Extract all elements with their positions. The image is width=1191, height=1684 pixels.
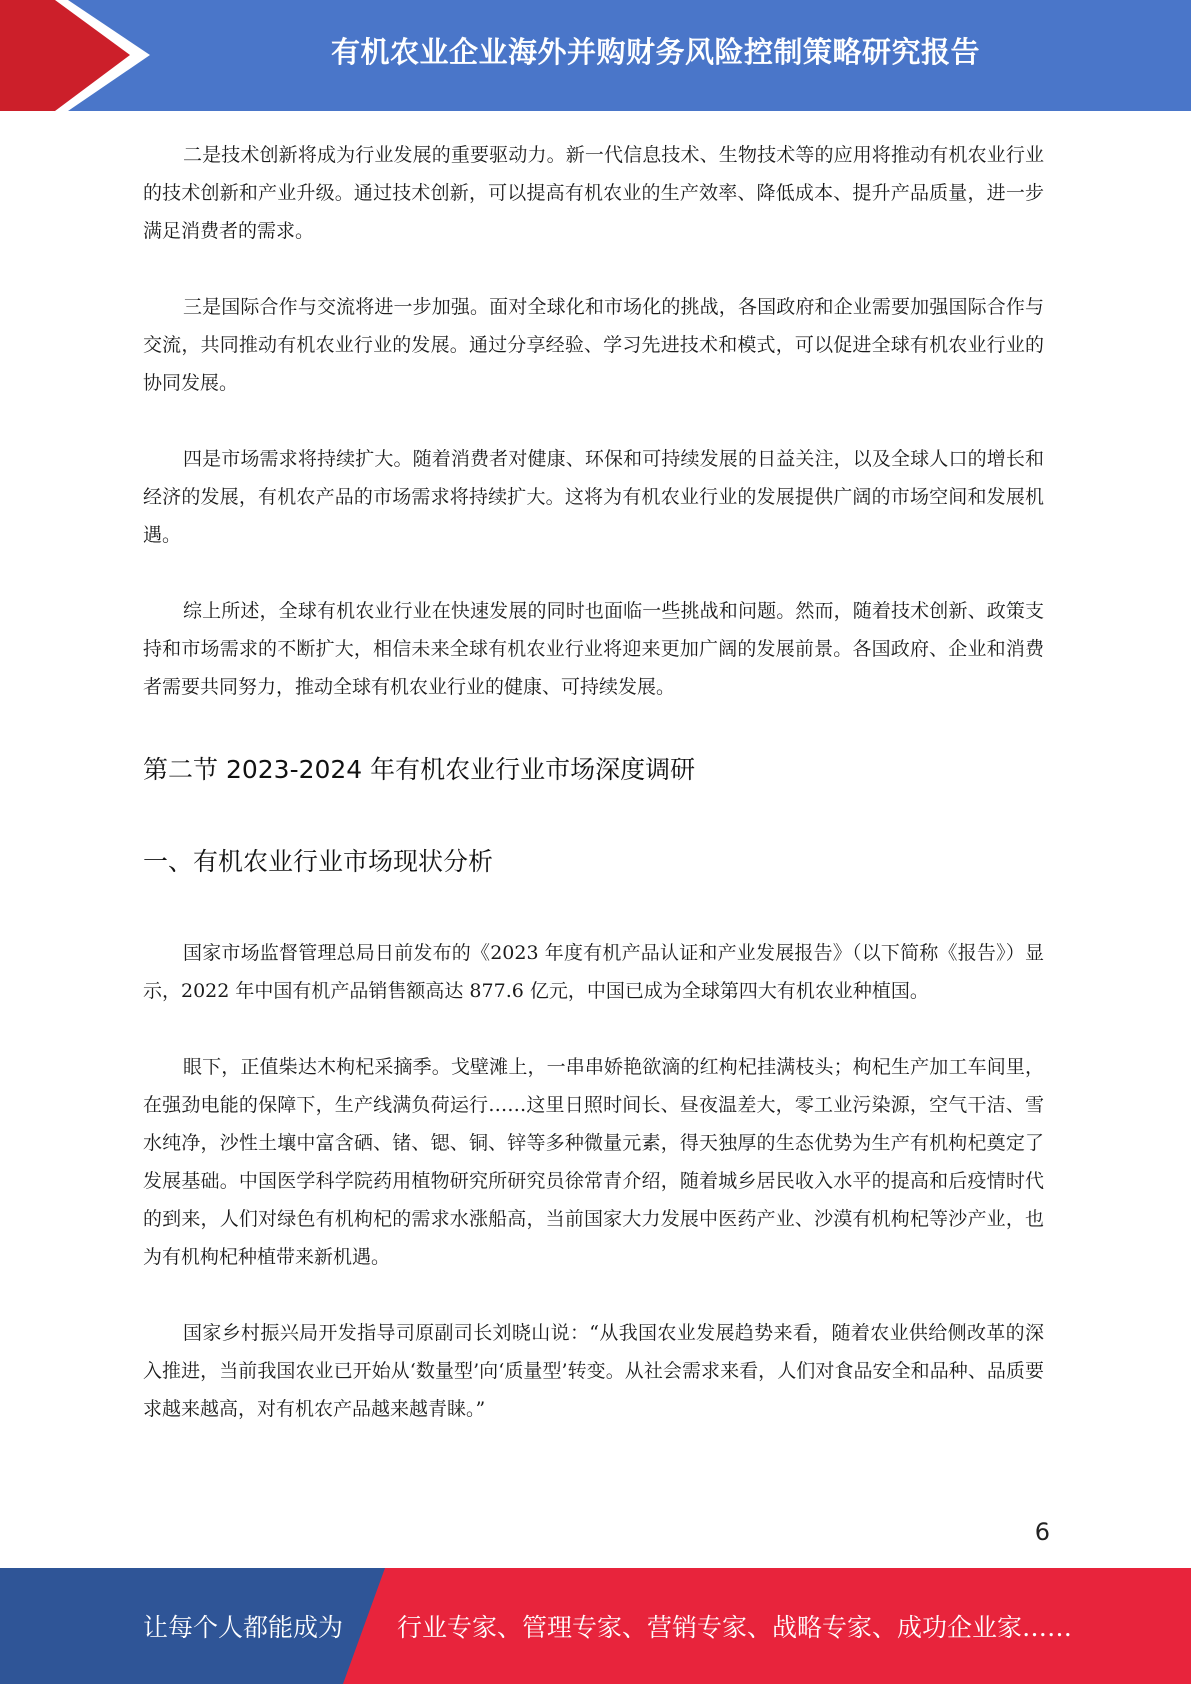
page-number: 6 [1034,1518,1050,1546]
page-header [0,0,1191,111]
paragraph: 国家乡村振兴局开发指导司原副司长刘晓山说：“从我国农业发展趋势来看，随着农业供给侧改革的深入推进，当前我国农业已开始从‘数量型’向‘质量型’转变。从社会需求来看，人们对食品安全和品种、品质要求越来越高，对有机农产品越来越青睐。” [143,1322,1044,1420]
paragraph: 三是国际合作与交流将进一步加强。面对全球化和市场化的挑战，各国政府和企业需要加强国际合作与交流，共同推动有机农业行业的发展。通过分享经验、学习先进技术和模式，可以促进全球有机农业行业的协同发展。 [143,296,1044,394]
paragraph: 眼下，正值柴达木枸杞采摘季。戈壁滩上，一串串娇艳欲滴的红枸杞挂满枝头；枸杞生产加工车间里，在强劲电能的保障下，生产线满负荷运行……这里日照时间长、昼夜温差大，零工业污染源，空气干洁、雪水纯净，沙性土壤中富含硒、锗、锶、铜、锌等多种微量元素，得天独厚的生态优势为生产有机枸杞奠定了发展基础。中国医学科学院药用植物研究所研究员徐常青介绍，随着城乡居民收入水平的提高和后疫情时代的到来，人们对绿色有机枸杞的需求水涨船高，当前国家大力发展中医药产业、沙漠有机枸杞等沙产业，也为有机枸杞种植带来新机遇。 [143,1056,1044,1268]
paragraph: 国家市场监督管理总局日前发布的《2023 年度有机产品认证和产业发展报告》（以下简称《报告》）显示，2022 年中国有机产品销售额高达 877.6 亿元，中国已成为全球第四大有机农业种植国。 [143,942,1044,1002]
paragraph: 二是技术创新将成为行业发展的重要驱动力。新一代信息技术、生物技术等的应用将推动有机农业行业的技术创新和产业升级。通过技术创新，可以提高有机农业的生产效率、降低成本、提升产品质量，进一步满足消费者的需求。 [143,144,1044,242]
footer-slogan-left: 让每个人都能成为 [143,1613,344,1642]
subsection-heading: 一、有机农业行业市场现状分析 [143,847,494,876]
footer-slogan-right: 行业专家、管理专家、营销专家、战略专家、成功企业家…… [397,1613,1073,1642]
section-heading: 第二节 2023-2024 年有机农业行业市场深度调研 [143,755,696,784]
page-footer [0,1568,1191,1684]
report-title: 有机农业企业海外并购财务风险控制策略研究报告 [330,34,980,69]
document-body [143,125,1044,1428]
paragraph: 四是市场需求将持续扩大。随着消费者对健康、环保和可持续发展的日益关注，以及全球人口的增长和经济的发展，有机农产品的市场需求将持续扩大。这将为有机农业行业的发展提供广阔的市场空间和发展机遇。 [143,448,1044,546]
paragraph: 综上所述，全球有机农业行业在快速发展的同时也面临一些挑战和问题。然而，随着技术创新、政策支持和市场需求的不断扩大，相信未来全球有机农业行业将迎来更加广阔的发展前景。各国政府、企业和消费者需要共同努力，推动全球有机农业行业的健康、可持续发展。 [143,600,1044,698]
